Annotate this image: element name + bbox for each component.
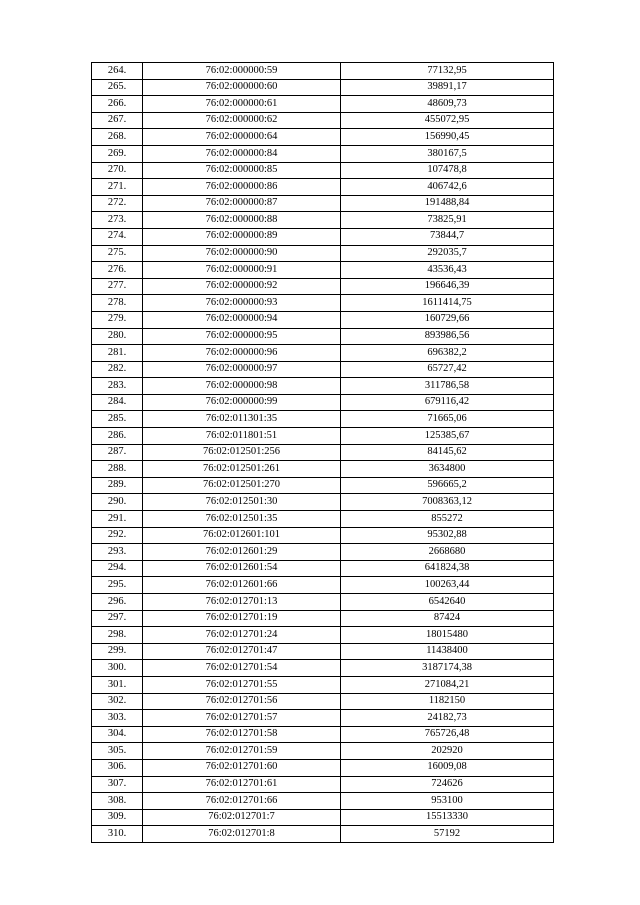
cadastral-number-cell: 76:02:012701:59 <box>143 743 341 760</box>
cadastral-number-cell: 76:02:000000:96 <box>143 345 341 362</box>
table-row <box>92 494 554 511</box>
row-number-cell: 295. <box>92 577 143 594</box>
value-cell: 107478,8 <box>341 162 554 179</box>
row-number-cell: 280. <box>92 328 143 345</box>
row-number-cell: 309. <box>92 809 143 826</box>
row-number-cell: 267. <box>92 112 143 129</box>
table-row <box>92 378 554 395</box>
table-row <box>92 145 554 162</box>
value-cell: 16009,08 <box>341 759 554 776</box>
table-row <box>92 162 554 179</box>
cadastral-number-cell: 76:02:000000:93 <box>143 295 341 312</box>
value-cell: 18015480 <box>341 627 554 644</box>
cadastral-number-cell: 76:02:012701:54 <box>143 660 341 677</box>
table-row <box>92 560 554 577</box>
table-row <box>92 759 554 776</box>
row-number-cell: 272. <box>92 195 143 212</box>
row-number-cell: 277. <box>92 278 143 295</box>
value-cell: 160729,66 <box>341 311 554 328</box>
table-row <box>92 477 554 494</box>
row-number-cell: 283. <box>92 378 143 395</box>
cadastral-number-cell: 76:02:012701:13 <box>143 594 341 611</box>
cadastral-number-cell: 76:02:012501:30 <box>143 494 341 511</box>
table-row <box>92 129 554 146</box>
value-cell: 65727,42 <box>341 361 554 378</box>
table-row <box>92 743 554 760</box>
cadastral-number-cell: 76:02:012601:66 <box>143 577 341 594</box>
row-number-cell: 288. <box>92 461 143 478</box>
value-cell: 455072,95 <box>341 112 554 129</box>
table-row <box>92 262 554 279</box>
value-cell: 765726,48 <box>341 726 554 743</box>
row-number-cell: 293. <box>92 544 143 561</box>
value-cell: 191488,84 <box>341 195 554 212</box>
value-cell: 406742,6 <box>341 179 554 196</box>
table-row <box>92 212 554 229</box>
cadastral-number-cell: 76:02:012701:24 <box>143 627 341 644</box>
table-row <box>92 394 554 411</box>
cadastral-number-cell: 76:02:000000:59 <box>143 63 341 80</box>
table-row <box>92 428 554 445</box>
row-number-cell: 279. <box>92 311 143 328</box>
table-row <box>92 361 554 378</box>
cadastral-number-cell: 76:02:012701:55 <box>143 676 341 693</box>
cadastral-number-cell: 76:02:012601:101 <box>143 527 341 544</box>
row-number-cell: 274. <box>92 228 143 245</box>
row-number-cell: 285. <box>92 411 143 428</box>
cadastral-number-cell: 76:02:000000:95 <box>143 328 341 345</box>
value-cell: 3187174,38 <box>341 660 554 677</box>
value-cell: 95302,88 <box>341 527 554 544</box>
value-cell: 202920 <box>341 743 554 760</box>
table-row <box>92 112 554 129</box>
row-number-cell: 264. <box>92 63 143 80</box>
value-cell: 43536,43 <box>341 262 554 279</box>
table-row <box>92 278 554 295</box>
row-number-cell: 296. <box>92 594 143 611</box>
row-number-cell: 301. <box>92 676 143 693</box>
value-cell: 953100 <box>341 793 554 810</box>
row-number-cell: 290. <box>92 494 143 511</box>
cadastral-number-cell: 76:02:012701:19 <box>143 610 341 627</box>
row-number-cell: 276. <box>92 262 143 279</box>
table-row <box>92 809 554 826</box>
value-cell: 73844,7 <box>341 228 554 245</box>
cadastral-number-cell: 76:02:000000:86 <box>143 179 341 196</box>
value-cell: 1182150 <box>341 693 554 710</box>
row-number-cell: 305. <box>92 743 143 760</box>
table-row <box>92 228 554 245</box>
value-cell: 77132,95 <box>341 63 554 80</box>
cadastral-number-cell: 76:02:000000:84 <box>143 145 341 162</box>
row-number-cell: 265. <box>92 79 143 96</box>
cadastral-number-cell: 76:02:012701:7 <box>143 809 341 826</box>
cadastral-number-cell: 76:02:000000:62 <box>143 112 341 129</box>
table-row <box>92 96 554 113</box>
value-cell: 641824,38 <box>341 560 554 577</box>
cadastral-number-cell: 76:02:012501:35 <box>143 511 341 528</box>
row-number-cell: 278. <box>92 295 143 312</box>
value-cell: 855272 <box>341 511 554 528</box>
value-cell: 724626 <box>341 776 554 793</box>
row-number-cell: 287. <box>92 444 143 461</box>
table-row <box>92 311 554 328</box>
value-cell: 1611414,75 <box>341 295 554 312</box>
value-cell: 24182,73 <box>341 710 554 727</box>
cadastral-number-cell: 76:02:000000:91 <box>143 262 341 279</box>
value-cell: 311786,58 <box>341 378 554 395</box>
value-cell: 380167,5 <box>341 145 554 162</box>
cadastral-number-cell: 76:02:012701:60 <box>143 759 341 776</box>
table-row <box>92 345 554 362</box>
table-row <box>92 245 554 262</box>
table-row <box>92 328 554 345</box>
cadastral-number-cell: 76:02:000000:89 <box>143 228 341 245</box>
cadastral-number-cell: 76:02:000000:97 <box>143 361 341 378</box>
cadastral-number-cell: 76:02:012501:270 <box>143 477 341 494</box>
table-row <box>92 710 554 727</box>
cadastral-number-cell: 76:02:012701:58 <box>143 726 341 743</box>
value-cell: 2668680 <box>341 544 554 561</box>
value-cell: 57192 <box>341 826 554 843</box>
value-cell: 71665,06 <box>341 411 554 428</box>
table-row <box>92 544 554 561</box>
value-cell: 679116,42 <box>341 394 554 411</box>
cadastral-number-cell: 76:02:000000:99 <box>143 394 341 411</box>
row-number-cell: 291. <box>92 511 143 528</box>
row-number-cell: 294. <box>92 560 143 577</box>
row-number-cell: 271. <box>92 179 143 196</box>
cadastral-number-cell: 76:02:000000:61 <box>143 96 341 113</box>
cadastral-number-cell: 76:02:000000:64 <box>143 129 341 146</box>
value-cell: 196646,39 <box>341 278 554 295</box>
table-row <box>92 461 554 478</box>
value-cell: 271084,21 <box>341 676 554 693</box>
table-row <box>92 63 554 80</box>
cadastral-number-cell: 76:02:012501:256 <box>143 444 341 461</box>
table-row <box>92 594 554 611</box>
table-row <box>92 195 554 212</box>
row-number-cell: 266. <box>92 96 143 113</box>
table-row <box>92 693 554 710</box>
cadastral-number-cell: 76:02:012701:61 <box>143 776 341 793</box>
cadastral-number-cell: 76:02:012701:8 <box>143 826 341 843</box>
row-number-cell: 297. <box>92 610 143 627</box>
table-row <box>92 643 554 660</box>
table-body <box>92 63 554 843</box>
row-number-cell: 310. <box>92 826 143 843</box>
row-number-cell: 304. <box>92 726 143 743</box>
table-row <box>92 179 554 196</box>
table-row <box>92 826 554 843</box>
table-row <box>92 411 554 428</box>
value-cell: 893986,56 <box>341 328 554 345</box>
cadastral-number-cell: 76:02:000000:92 <box>143 278 341 295</box>
cadastral-number-cell: 76:02:000000:60 <box>143 79 341 96</box>
table-row <box>92 79 554 96</box>
value-cell: 73825,91 <box>341 212 554 229</box>
cadastral-number-cell: 76:02:012701:66 <box>143 793 341 810</box>
row-number-cell: 308. <box>92 793 143 810</box>
value-cell: 156990,45 <box>341 129 554 146</box>
row-number-cell: 284. <box>92 394 143 411</box>
row-number-cell: 269. <box>92 145 143 162</box>
cadastral-number-cell: 76:02:011301:35 <box>143 411 341 428</box>
cadastral-value-table <box>91 62 554 843</box>
cadastral-number-cell: 76:02:000000:85 <box>143 162 341 179</box>
value-cell: 11438400 <box>341 643 554 660</box>
row-number-cell: 282. <box>92 361 143 378</box>
row-number-cell: 273. <box>92 212 143 229</box>
table-row <box>92 726 554 743</box>
value-cell: 6542640 <box>341 594 554 611</box>
value-cell: 292035,7 <box>341 245 554 262</box>
value-cell: 39891,17 <box>341 79 554 96</box>
value-cell: 7008363,12 <box>341 494 554 511</box>
cadastral-number-cell: 76:02:000000:88 <box>143 212 341 229</box>
table-row <box>92 660 554 677</box>
cadastral-number-cell: 76:02:012701:57 <box>143 710 341 727</box>
cadastral-number-cell: 76:02:000000:90 <box>143 245 341 262</box>
cadastral-number-cell: 76:02:000000:94 <box>143 311 341 328</box>
cadastral-number-cell: 76:02:012601:29 <box>143 544 341 561</box>
table-row <box>92 577 554 594</box>
value-cell: 48609,73 <box>341 96 554 113</box>
table-row <box>92 511 554 528</box>
row-number-cell: 307. <box>92 776 143 793</box>
cadastral-number-cell: 76:02:012701:47 <box>143 643 341 660</box>
table-row <box>92 776 554 793</box>
value-cell: 596665,2 <box>341 477 554 494</box>
cadastral-number-cell: 76:02:012701:56 <box>143 693 341 710</box>
cadastral-number-cell: 76:02:000000:98 <box>143 378 341 395</box>
row-number-cell: 275. <box>92 245 143 262</box>
row-number-cell: 270. <box>92 162 143 179</box>
value-cell: 125385,67 <box>341 428 554 445</box>
row-number-cell: 303. <box>92 710 143 727</box>
row-number-cell: 268. <box>92 129 143 146</box>
value-cell: 84145,62 <box>341 444 554 461</box>
row-number-cell: 299. <box>92 643 143 660</box>
table-row <box>92 793 554 810</box>
cadastral-number-cell: 76:02:011801:51 <box>143 428 341 445</box>
table-row <box>92 610 554 627</box>
table-row <box>92 527 554 544</box>
row-number-cell: 286. <box>92 428 143 445</box>
row-number-cell: 300. <box>92 660 143 677</box>
value-cell: 696382,2 <box>341 345 554 362</box>
table-row <box>92 627 554 644</box>
value-cell: 15513330 <box>341 809 554 826</box>
row-number-cell: 298. <box>92 627 143 644</box>
table-row <box>92 444 554 461</box>
row-number-cell: 302. <box>92 693 143 710</box>
cadastral-number-cell: 76:02:012501:261 <box>143 461 341 478</box>
row-number-cell: 289. <box>92 477 143 494</box>
table-row <box>92 676 554 693</box>
row-number-cell: 292. <box>92 527 143 544</box>
cadastral-number-cell: 76:02:000000:87 <box>143 195 341 212</box>
value-cell: 100263,44 <box>341 577 554 594</box>
table-row <box>92 295 554 312</box>
row-number-cell: 281. <box>92 345 143 362</box>
cadastral-number-cell: 76:02:012601:54 <box>143 560 341 577</box>
value-cell: 87424 <box>341 610 554 627</box>
row-number-cell: 306. <box>92 759 143 776</box>
value-cell: 3634800 <box>341 461 554 478</box>
